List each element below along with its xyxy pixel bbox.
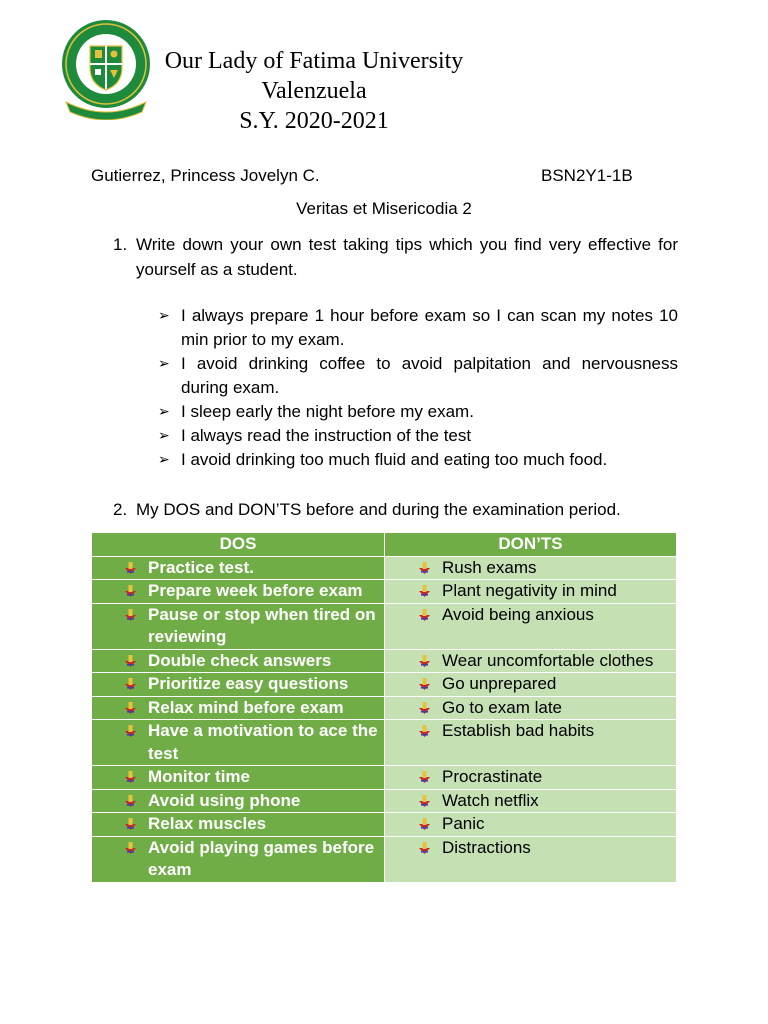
dos-text: Relax mind before exam	[148, 697, 344, 717]
table-header-row	[92, 533, 677, 557]
bullet-icon	[125, 725, 136, 737]
donts-text: Wear uncomfortable clothes	[442, 650, 654, 670]
donts-text: Rush exams	[442, 557, 537, 577]
bullet-icon	[125, 818, 136, 830]
dos-text: Prepare week before exam	[148, 581, 363, 600]
dos-cell	[92, 836, 385, 882]
donts-text: Plant negativity in mind	[442, 581, 617, 600]
bullet-icon	[419, 771, 430, 783]
donts-text: Avoid being anxious	[442, 604, 594, 624]
bullet-icon	[419, 702, 430, 714]
bullet-icon	[419, 678, 430, 690]
donts-cell	[385, 580, 677, 604]
question-number: 1.	[113, 235, 128, 254]
tip-text: I always read the instruction of the test	[181, 426, 472, 445]
question-2	[113, 497, 678, 522]
dos-text: Pause or stop when tired on reviewing	[148, 604, 376, 646]
donts-cell	[385, 789, 677, 813]
arrow-bullet-icon: ➢	[158, 428, 170, 444]
donts-cell	[385, 603, 677, 649]
dos-text: Double check answers	[148, 650, 332, 670]
student-name: Gutierrez, Princess Jovelyn C.	[91, 166, 320, 185]
donts-text: Distractions	[442, 837, 531, 857]
bullet-icon	[125, 562, 136, 574]
arrow-bullet-icon: ➢	[158, 452, 170, 468]
donts-cell	[385, 720, 677, 766]
bullet-icon	[419, 842, 430, 854]
table-row	[92, 556, 677, 580]
donts-text: Watch netflix	[442, 790, 539, 810]
bullet-icon	[125, 702, 136, 714]
donts-cell	[385, 696, 677, 720]
donts-cell	[385, 813, 677, 837]
donts-text: Procrastinate	[442, 767, 543, 786]
university-name: Our Lady of Fatima University Valenzuela	[164, 48, 464, 104]
arrow-bullet-icon: ➢	[158, 404, 170, 420]
donts-cell	[385, 766, 677, 790]
university-seal-logo	[60, 18, 152, 120]
tip-text: I always prepare 1 hour before exam so I can scan my notes 10 min prior to my exam.	[181, 306, 678, 349]
bullet-icon	[419, 585, 430, 597]
bullet-icon	[125, 585, 136, 597]
bullet-icon	[125, 795, 136, 807]
table-row	[92, 649, 677, 673]
table-body	[92, 556, 677, 882]
tips-list	[158, 304, 678, 472]
dos-cell	[92, 580, 385, 604]
table-row	[92, 813, 677, 837]
question-number: 2.	[113, 500, 128, 519]
dos-header: DOS	[92, 533, 385, 557]
donts-text: Establish bad habits	[442, 721, 595, 740]
dos-text: Prioritize easy questions	[148, 674, 349, 693]
dos-text: Relax muscles	[148, 814, 267, 833]
question-text: Write down your own test taking tips which you find very effective for yourself as a student.	[136, 235, 678, 279]
table-row	[92, 673, 677, 697]
dos-cell	[92, 696, 385, 720]
school-year: S.Y. 2020-2021	[239, 108, 389, 134]
list-item	[158, 448, 678, 472]
bullet-icon	[419, 609, 430, 621]
tip-text: I sleep early the night before my exam.	[181, 402, 474, 421]
donts-cell	[385, 649, 677, 673]
donts-text: Go to exam late	[442, 697, 563, 717]
bullet-icon	[419, 655, 430, 667]
list-item	[158, 424, 678, 448]
donts-text: Go unprepared	[442, 674, 557, 693]
table-row	[92, 836, 677, 882]
donts-cell	[385, 673, 677, 697]
bullet-icon	[419, 725, 430, 737]
document-header	[160, 46, 468, 136]
bullet-icon	[125, 655, 136, 667]
donts-text: Panic	[442, 814, 485, 833]
bullet-icon	[125, 678, 136, 690]
subject-title: Veritas et Misericodia 2	[296, 199, 472, 218]
dos-cell	[92, 603, 385, 649]
dos-cell	[92, 789, 385, 813]
tip-text: I avoid drinking too much fluid and eating too much food.	[181, 450, 608, 469]
list-item	[158, 400, 678, 424]
table-row	[92, 603, 677, 649]
bullet-icon	[419, 818, 430, 830]
dos-cell	[92, 766, 385, 790]
bullet-icon	[125, 609, 136, 621]
question-text: My DOS and DON’TS before and during the examination period.	[136, 500, 621, 519]
table-row	[92, 580, 677, 604]
dos-donts-table	[91, 532, 677, 883]
dos-cell	[92, 649, 385, 673]
list-item	[158, 304, 678, 352]
donts-cell	[385, 836, 677, 882]
dos-text: Practice test.	[148, 557, 254, 577]
bullet-icon	[125, 842, 136, 854]
dos-text: Avoid playing games before exam	[148, 837, 375, 879]
table-row	[92, 720, 677, 766]
bullet-icon	[125, 771, 136, 783]
donts-header: DON’TS	[385, 533, 677, 557]
dos-text: Avoid using phone	[148, 790, 301, 810]
bullet-icon	[419, 795, 430, 807]
dos-cell	[92, 813, 385, 837]
question-1	[113, 232, 678, 282]
dos-text: Monitor time	[148, 767, 250, 786]
tip-text: I avoid drinking coffee to avoid palpitation and nervousness during exam.	[181, 354, 678, 397]
dos-cell	[92, 720, 385, 766]
donts-cell	[385, 556, 677, 580]
list-item	[158, 352, 678, 400]
bullet-icon	[419, 562, 430, 574]
table-row	[92, 789, 677, 813]
arrow-bullet-icon: ➢	[158, 356, 170, 372]
arrow-bullet-icon: ➢	[158, 308, 170, 324]
dos-cell	[92, 673, 385, 697]
dos-cell	[92, 556, 385, 580]
dos-text: Have a motivation to ace the test	[148, 721, 378, 763]
student-section: BSN2Y1-1B	[541, 166, 633, 185]
table-row	[92, 766, 677, 790]
table-row	[92, 696, 677, 720]
